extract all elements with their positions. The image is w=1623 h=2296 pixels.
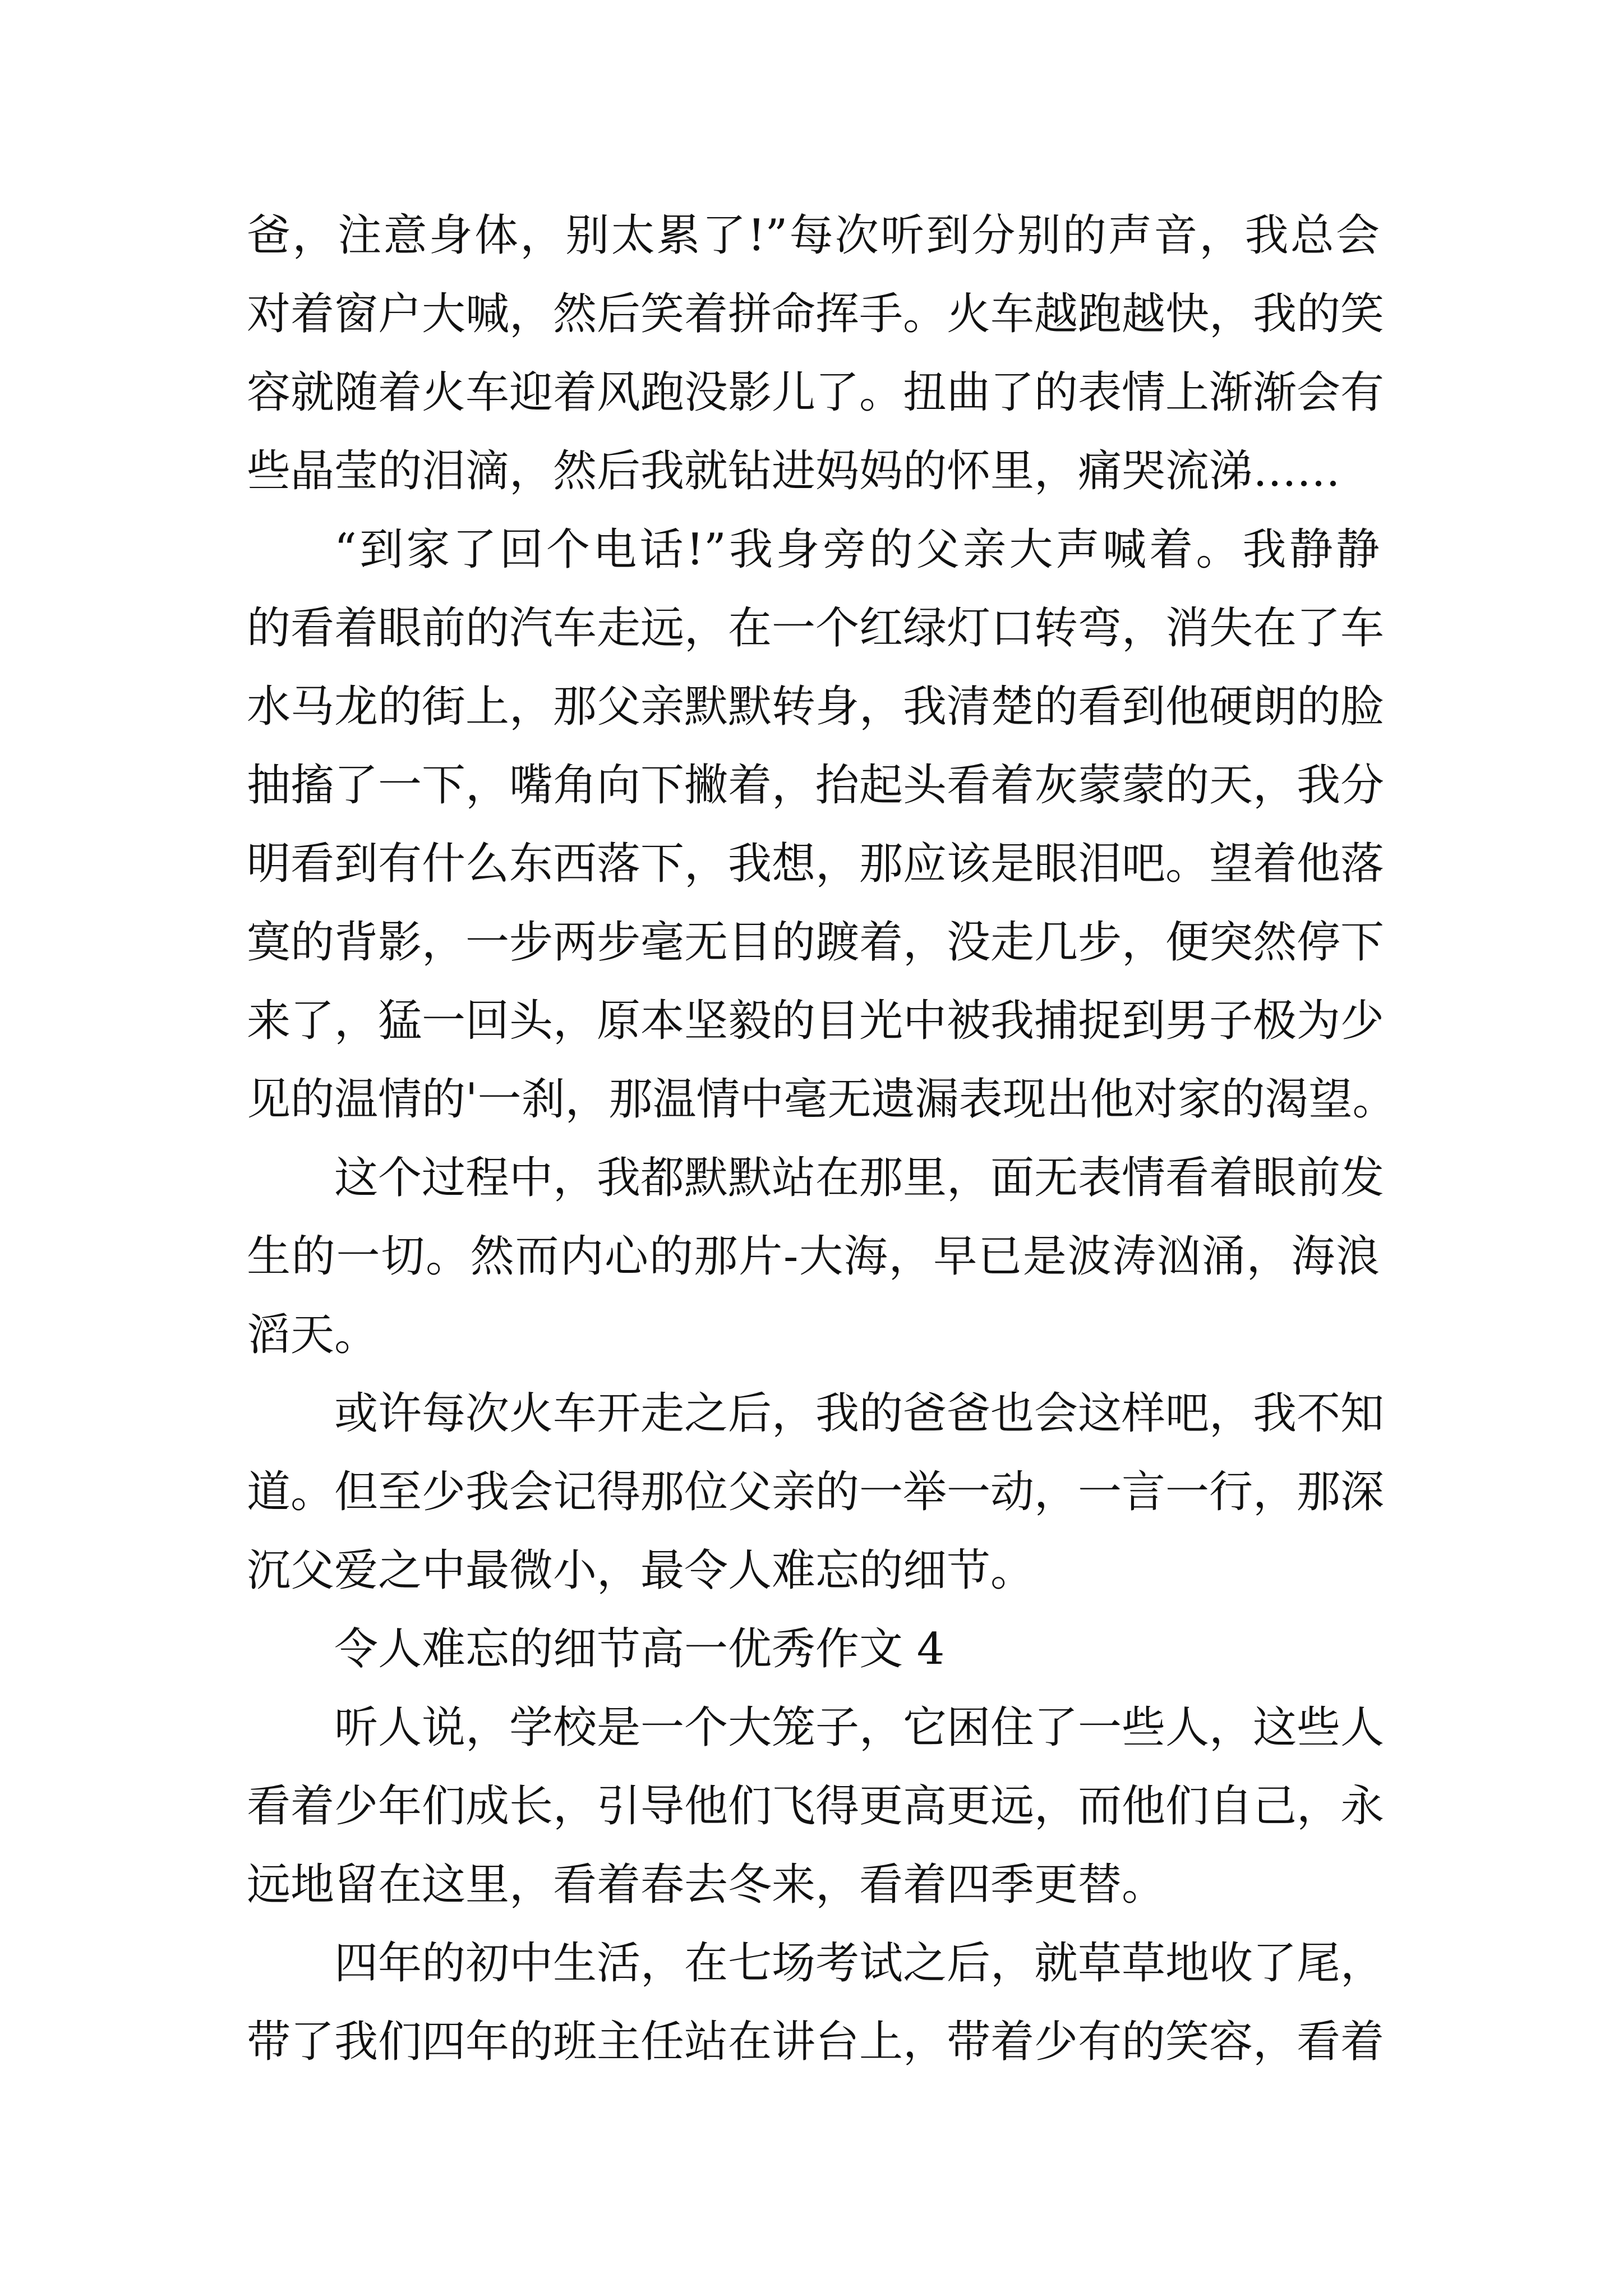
section-heading: 令人难忘的细节高一优秀作文 4 [334,1624,945,1674]
text-line: “到家了回个电话!”我身旁的父亲大声喊着。我静静 [334,524,1380,575]
text-line: 四年的初中生活，在七场考试之后，就草草地收了尾， [334,1938,1385,1989]
text-line: 远地留在这里，看着春去冬来，看着四季更替。 [247,1860,1166,1910]
text-line: 看着少年们成长，引导他们飞得更高更远，而他们自己，永 [247,1781,1385,1832]
text-line: 这个过程中，我都默默站在那里，面无表情看着眼前发 [334,1153,1385,1203]
text-line: 带了我们四年的班主任站在讲台上，带着少有的笑容，看着 [247,2017,1385,2067]
text-line: 抽搐了一下，嘴角向下撇着，抬起头看着灰蒙蒙的天，我分 [247,760,1385,811]
text-line: 寞的背影，一步两步毫无目的踱着，没走几步，便突然停下 [247,917,1385,968]
text-line: 沉父爱之中最微小，最令人难忘的细节。 [247,1545,1035,1596]
text-line: 容就随着火车迎着风跑没影儿了。扭曲了的表情上渐渐会有 [247,367,1385,418]
text-line: 见的温情的'一刹，那温情中毫无遗漏表现出他对家的渴望。 [247,1074,1396,1125]
text-line: 对着窗户大喊，然后笑着拼命挥手。火车越跑越快，我的笑 [247,289,1385,339]
text-line: 水马龙的街上，那父亲默默转身，我清楚的看到他硬朗的脸 [247,682,1385,732]
text-line: 生的一切。然而内心的那片-大海，早已是波涛汹涌，海浪 [247,1231,1380,1282]
text-line: 听人说，学校是一个大笼子，它困住了一些人，这些人 [334,1703,1385,1753]
text-line: 明看到有什么东西落下，我想，那应该是眼泪吧。望着他落 [247,839,1385,889]
text-line: 些晶莹的泪滴，然后我就钻进妈妈的怀里，痛哭流涕…… [247,446,1341,496]
text-line: 来了，猛一回头，原本坚毅的目光中被我捕捉到男子极为少 [247,996,1385,1046]
text-line: 的看着眼前的汽车走远，在一个红绿灯口转弯，消失在了车 [247,603,1385,654]
text-line: 爸，注意身体，别太累了!”每次听到分别的声音，我总会 [247,210,1380,261]
text-line: 道。但至少我会记得那位父亲的一举一动，一言一行，那深 [247,1467,1385,1517]
text-line: 或许每次火车开走之后，我的爸爸也会这样吧，我不知 [334,1388,1385,1439]
text-line: 滔天。 [247,1310,379,1360]
